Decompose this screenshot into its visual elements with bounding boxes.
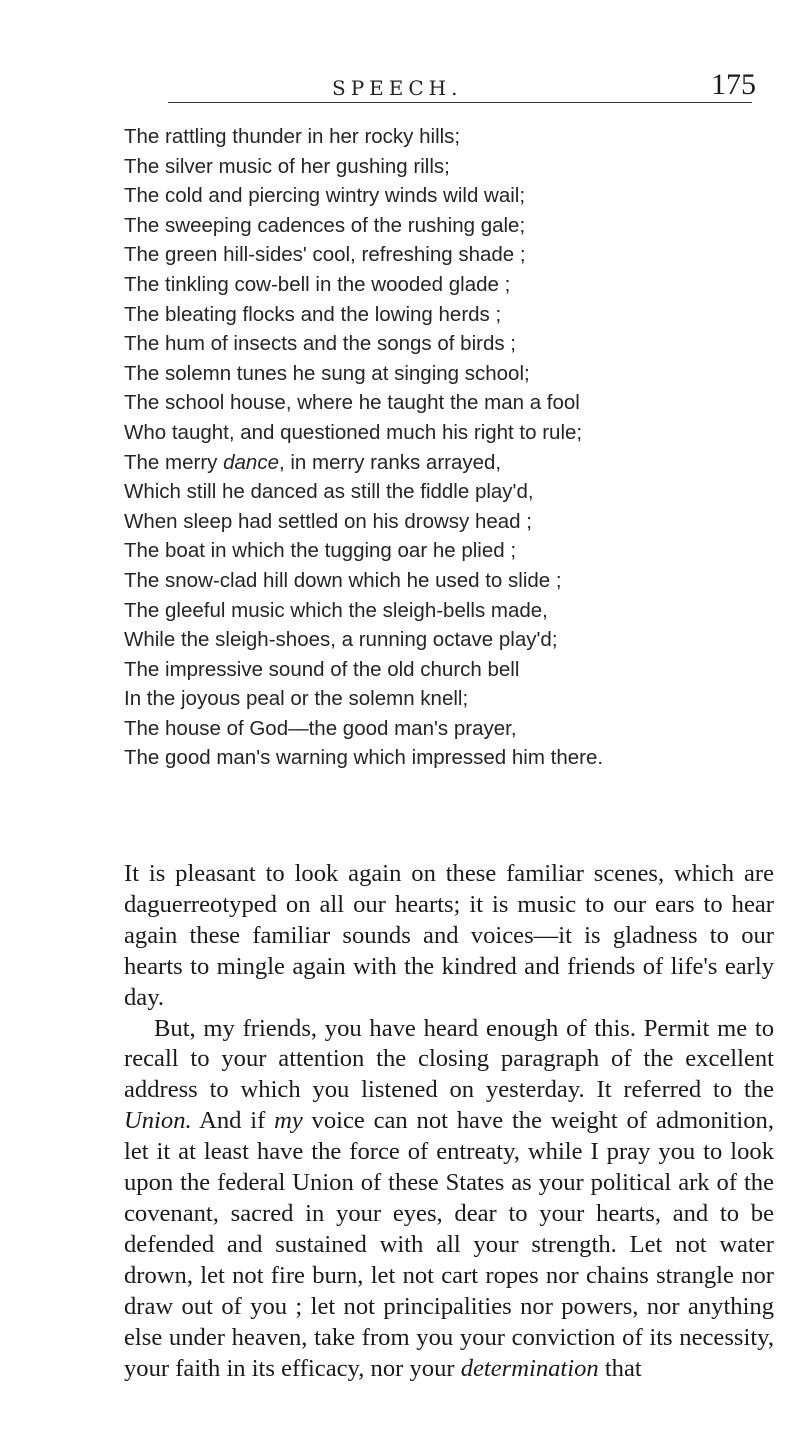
verse-line: In the joyous peal or the solemn knell;: [124, 687, 469, 711]
verse-line: While the sleigh-shoes, a running octave play'd;: [124, 628, 558, 652]
verse-line: Who taught, and questioned much his right to rule;: [124, 420, 583, 444]
verse-line: The bleating flocks and the lowing herds ;: [124, 302, 502, 326]
header-rule: [168, 102, 752, 103]
verse-block: [124, 122, 774, 773]
paragraph: It is pleasant to look again on these familiar scenes, which are daguerreotyped on all our hearts; it is music to our ears to hear again these familiar sounds and voices—it is gladness to our hearts to mingle again with the kindred and friends of life's early day.: [124, 860, 774, 1011]
verse-text: The merry: [124, 450, 224, 474]
verse-text: , in merry ranks arrayed,: [278, 450, 502, 474]
verse-line: The solemn tunes he sung at singing school;: [124, 361, 530, 385]
verse-line: The green hill-sides' cool, refreshing shade ;: [124, 243, 526, 267]
verse-line: The impressive sound of the old church bell: [124, 657, 520, 681]
verse-italic-dance: dance: [223, 450, 279, 474]
running-head: SPEECH.: [332, 76, 463, 100]
paragraph: [124, 1014, 774, 1385]
verse-line-dance: [124, 448, 774, 478]
verse-line: The snow-clad hill down which he used to slide ;: [124, 568, 562, 592]
verse-line: The tinkling cow-bell in the wooded glade ;: [124, 272, 511, 296]
verse-line: The house of God—the good man's prayer,: [124, 716, 517, 740]
verse-line: The good man's warning which impressed him there.: [124, 746, 604, 770]
paragraph-text: And if: [191, 1107, 275, 1135]
paragraph-text: that: [598, 1354, 642, 1382]
verse-line: The rattling thunder in her rocky hills;: [124, 125, 461, 148]
prose-block: [124, 859, 774, 1384]
verse-line: The hum of insects and the songs of birds ;: [124, 332, 516, 356]
verse-line: The school house, where he taught the man a fool: [124, 391, 580, 415]
verse-line: The silver music of her gushing rills;: [124, 154, 450, 178]
italic-my: my: [274, 1107, 303, 1135]
page-header: [96, 64, 772, 104]
page-number: 175: [711, 68, 756, 101]
verse-line: The cold and piercing wintry winds wild wail;: [124, 184, 526, 208]
verse-line: The boat in which the tugging oar he plied ;: [124, 539, 517, 563]
italic-union: Union.: [124, 1107, 192, 1135]
verse-line: Which still he danced as still the fiddle play'd,: [124, 480, 534, 504]
verse-line: The gleeful music which the sleigh-bells made,: [124, 598, 548, 622]
verse-line: When sleep had settled on his drowsy head ;: [124, 509, 532, 533]
verse-line: The sweeping cadences of the rushing gale;: [124, 213, 526, 237]
italic-determination: determination: [460, 1354, 599, 1382]
paragraph-text: But, my friends, you have heard enough of this. Permit me to recall to your attention the closing paragraph of the excellent address to which you listened on yesterday. It referred to the: [124, 1014, 774, 1104]
paragraph-text: voice can not have the weight of admonition, let it at least have the force of entreaty, while I pray you to look upon the federal Union of these States as your political ark of the covenant, sacred in your eyes, dear to your hearts, and to be defended and sustained with all your strength. Let not water drown, let not fire burn, let not cart ropes nor chains strangle nor draw out of you ; let not principalities nor powers, nor anything else under heaven, take from you your conviction of its necessity, your faith in its efficacy, nor your: [124, 1107, 775, 1382]
